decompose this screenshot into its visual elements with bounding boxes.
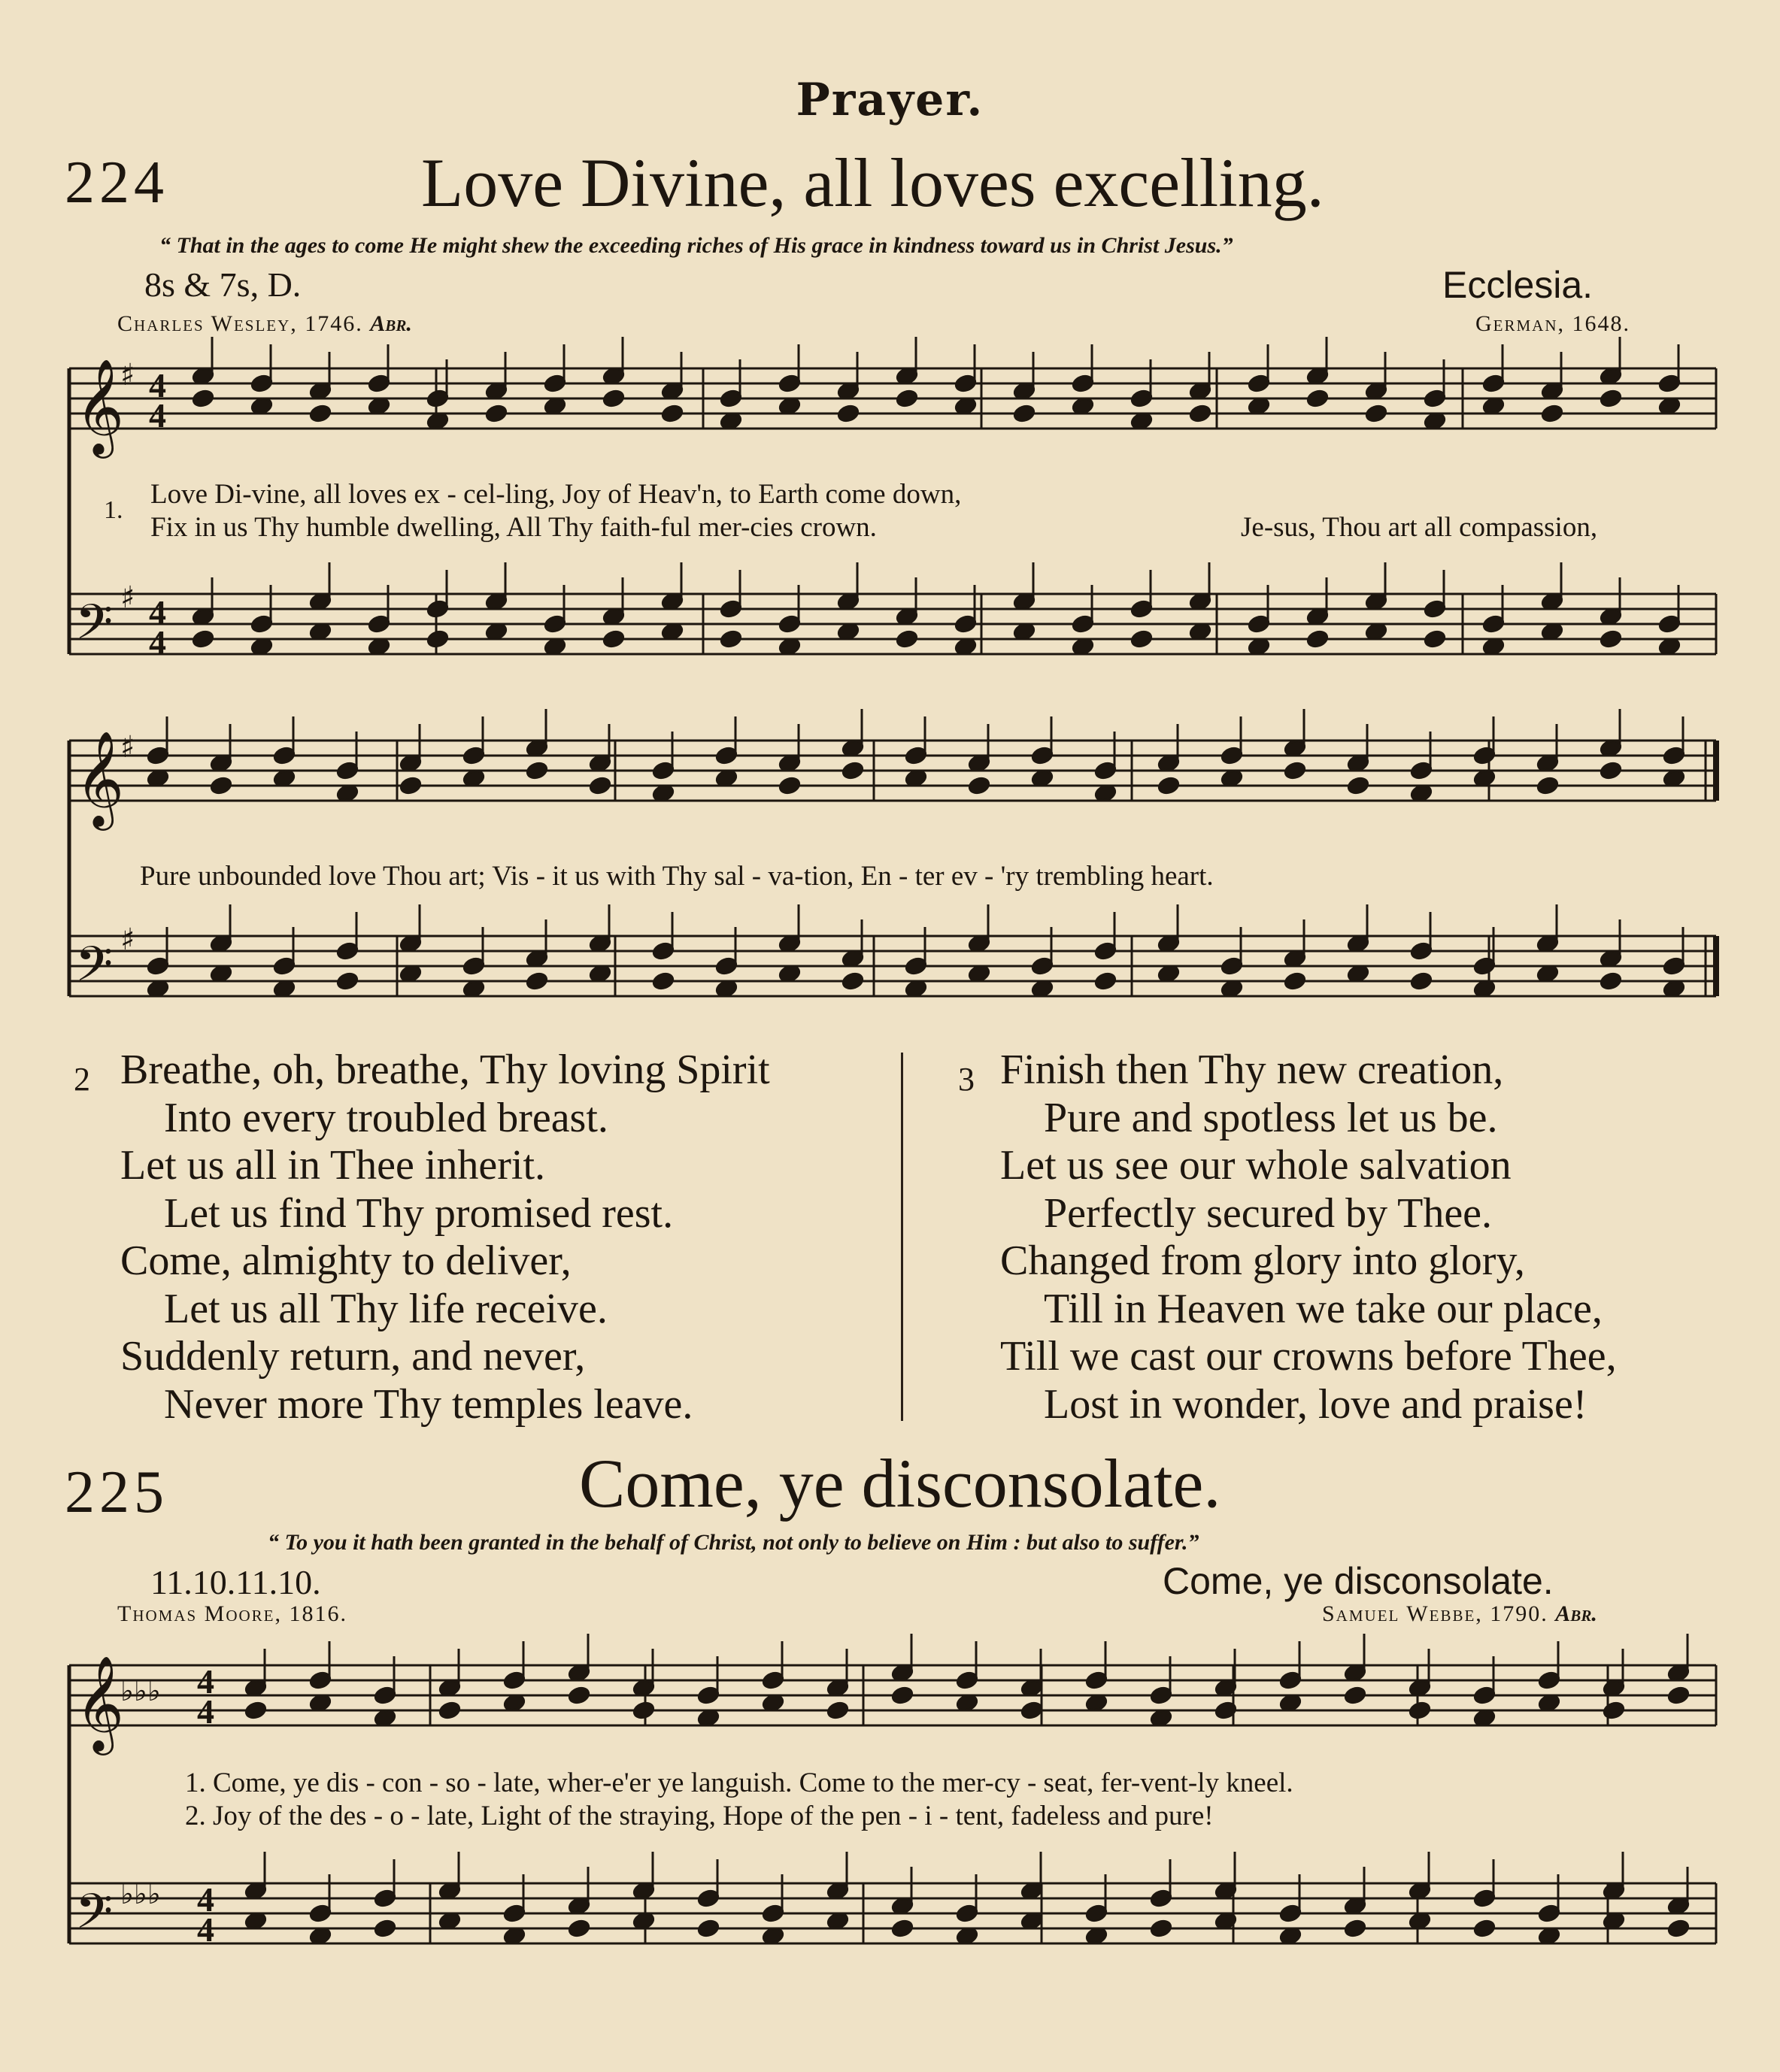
note-head [485, 404, 508, 423]
lyric-line-3: Pure unbounded love Thou art; Vis - it us with Thy sal - va-tion, En - ter ev - 'ry trembling heart. [140, 861, 1214, 892]
time-signature-bottom: 4 [197, 1910, 214, 1949]
hymn-epigraph-225: “ To you it hath been granted in the behalf of Christ, not only to believe on Him : but also to suffer.” [268, 1530, 1199, 1555]
note-head [1600, 971, 1623, 991]
hymn-epigraph-224: “ That in the ages to come He might shew the exceeding riches of His grace in kindness toward us in Christ Jesus.” [159, 233, 1233, 258]
bass-clef-icon: 𝄢 [75, 1884, 114, 1952]
note-head [841, 761, 865, 780]
stanza-number: 3 [958, 1061, 975, 1098]
stanza-line: Suddenly return, and never, [120, 1333, 586, 1380]
note-head [1536, 776, 1560, 795]
note-head [399, 776, 423, 795]
sharp-icon: ♯ [120, 358, 135, 392]
stanza-line: Finish then Thy new creation, [1000, 1047, 1504, 1093]
stanza-2 [74, 1047, 770, 1428]
note-head [661, 404, 684, 423]
bass-clef-icon: 𝄢 [75, 937, 114, 1004]
hymn-meter-225: 11.10.11.10. [150, 1563, 321, 1601]
flat-icon: ♭♭♭ [120, 1674, 161, 1707]
time-signature-bottom: 4 [149, 396, 166, 435]
note-head [192, 389, 215, 408]
note-head [602, 629, 626, 649]
stanza-3 [958, 1047, 1617, 1428]
time-signature-top: 4 [197, 1662, 214, 1701]
note-head [1667, 1686, 1691, 1705]
note-head [426, 629, 450, 649]
note-head [1150, 1919, 1173, 1938]
stanza-line: Breathe, oh, breathe, Thy loving Spirit [120, 1047, 770, 1093]
time-signature-top: 4 [149, 366, 166, 404]
hymn-composer-224: German, 1648. [1475, 311, 1631, 336]
stanza-line: Till in Heaven we take our place, [1044, 1285, 1603, 1332]
lyric-225-line-1: 1. Come, ye dis - con - so - late, wher-e'er ye languish. Come to the mer-cy - seat, fer-vent-ly kneel. [185, 1768, 1293, 1798]
note-head [837, 404, 860, 423]
note-head [1020, 1701, 1044, 1720]
sharp-icon: ♯ [120, 730, 135, 765]
hymn-number-225: 225 [65, 1459, 168, 1525]
note-head [1189, 404, 1212, 423]
stanza-line: Let us all Thy life receive. [164, 1285, 608, 1332]
time-signature-top: 4 [149, 593, 166, 632]
note-head [891, 1919, 914, 1938]
note-head [826, 1701, 850, 1720]
note-head [720, 629, 743, 649]
flat-icon: ♭♭♭ [120, 1877, 161, 1910]
note-head [374, 1919, 397, 1938]
treble-clef-icon: 𝄞 [75, 730, 125, 826]
hymn-number-224: 224 [65, 150, 168, 216]
note-head [1541, 404, 1564, 423]
verse-number: 1. [104, 496, 123, 524]
note-head [896, 629, 919, 649]
stanza-line: Lost in wonder, love and praise! [1044, 1380, 1587, 1428]
lyric-line-2-continuation: Je-sus, Thou art all compassion, [1241, 512, 1598, 543]
note-head [652, 971, 675, 991]
note-head [1603, 1701, 1626, 1720]
note-head [1424, 629, 1447, 649]
note-head [526, 761, 549, 780]
note-head [336, 971, 359, 991]
stanza-line: Perfectly secured by Thee. [1044, 1189, 1493, 1237]
note-head [568, 1686, 591, 1705]
time-signature-top: 4 [197, 1880, 214, 1919]
lyric-line-1: Love Di-vine, all loves ex - cel-ling, Joy of Heav'n, to Earth come down, [150, 479, 962, 510]
stanza-line: Let us find Thy promised rest. [164, 1189, 674, 1237]
sharp-icon: ♯ [120, 580, 135, 615]
hymn-tune-224: Ecclesia. [1442, 264, 1594, 306]
note-head [602, 389, 626, 408]
stanza-line: Into every troubled breast. [164, 1094, 608, 1141]
stanza-line: Never more Thy temples leave. [164, 1380, 693, 1428]
note-head [1094, 971, 1117, 991]
note-head [1344, 1919, 1367, 1938]
staff-system-2-bass [69, 936, 1716, 996]
note-head [896, 389, 919, 408]
hymn-title-225: Come, ye disconsolate. [579, 1445, 1221, 1522]
note-head [1306, 629, 1330, 649]
bass-clef-icon: 𝄢 [75, 595, 114, 662]
note-head [1157, 776, 1181, 795]
note-head [1013, 404, 1036, 423]
treble-clef-icon: 𝄞 [75, 1655, 125, 1751]
note-head [841, 971, 865, 991]
note-head [244, 1701, 268, 1720]
note-head [1473, 1919, 1496, 1938]
lyric-line-2: Fix in us Thy humble dwelling, All Thy faith-ful mer-cies crown. [150, 512, 877, 543]
time-signature-bottom: 4 [149, 623, 166, 662]
note-head [1130, 629, 1154, 649]
stanza-divider [901, 1053, 903, 1421]
note-head [1344, 1686, 1367, 1705]
hymn-author-224: Charles Wesley, 1746. Abr. [117, 311, 412, 336]
stanza-line: Pure and spotless let us be. [1044, 1094, 1498, 1141]
note-head [526, 971, 549, 991]
staff-system-2-treble [69, 741, 1716, 801]
treble-clef-icon: 𝄞 [75, 358, 125, 454]
note-head [438, 1701, 462, 1720]
note-head [632, 1701, 656, 1720]
note-head [968, 776, 991, 795]
note-head [1600, 629, 1623, 649]
note-head [1410, 971, 1433, 991]
note-head [1600, 389, 1623, 408]
hymn-author-225: Thomas Moore, 1816. [117, 1601, 348, 1626]
section-heading: Prayer. [796, 74, 984, 126]
stanza-line: Let us see our whole salvation [1000, 1142, 1512, 1189]
note-head [309, 404, 332, 423]
note-head [1365, 404, 1388, 423]
hymn-composer-225: Samuel Webbe, 1790. Abr. [1322, 1601, 1597, 1626]
time-signature-bottom: 4 [197, 1692, 214, 1731]
stanza-line: Let us all in Thee inherit. [120, 1142, 546, 1189]
note-head [1667, 1919, 1691, 1938]
hymn-title-224: Love Divine, all loves excelling. [421, 144, 1324, 221]
note-head [1284, 971, 1307, 991]
stanza-line: Come, almighty to deliver, [120, 1237, 572, 1284]
note-head [778, 776, 802, 795]
note-head [568, 1919, 591, 1938]
lyric-225-line-2: 2. Joy of the des - o - late, Light of the straying, Hope of the pen - i - tent, fadeless and pure! [185, 1801, 1214, 1831]
stanza-line: Till we cast our crowns before Thee, [1000, 1333, 1617, 1380]
note-head [192, 629, 215, 649]
note-head [210, 776, 233, 795]
note-head [1347, 776, 1370, 795]
stanza-number: 2 [74, 1061, 90, 1098]
note-head [589, 776, 612, 795]
stanza-line: Changed from glory into glory, [1000, 1237, 1525, 1284]
note-head [1306, 389, 1330, 408]
hymn-meter-224: 8s & 7s, D. [144, 265, 302, 304]
note-head [697, 1919, 720, 1938]
note-head [1600, 761, 1623, 780]
note-head [1284, 761, 1307, 780]
note-head [891, 1686, 914, 1705]
hymn-tune-225: Come, ye disconsolate. [1163, 1560, 1554, 1602]
sharp-icon: ♯ [120, 922, 135, 957]
note-head [1409, 1701, 1432, 1720]
